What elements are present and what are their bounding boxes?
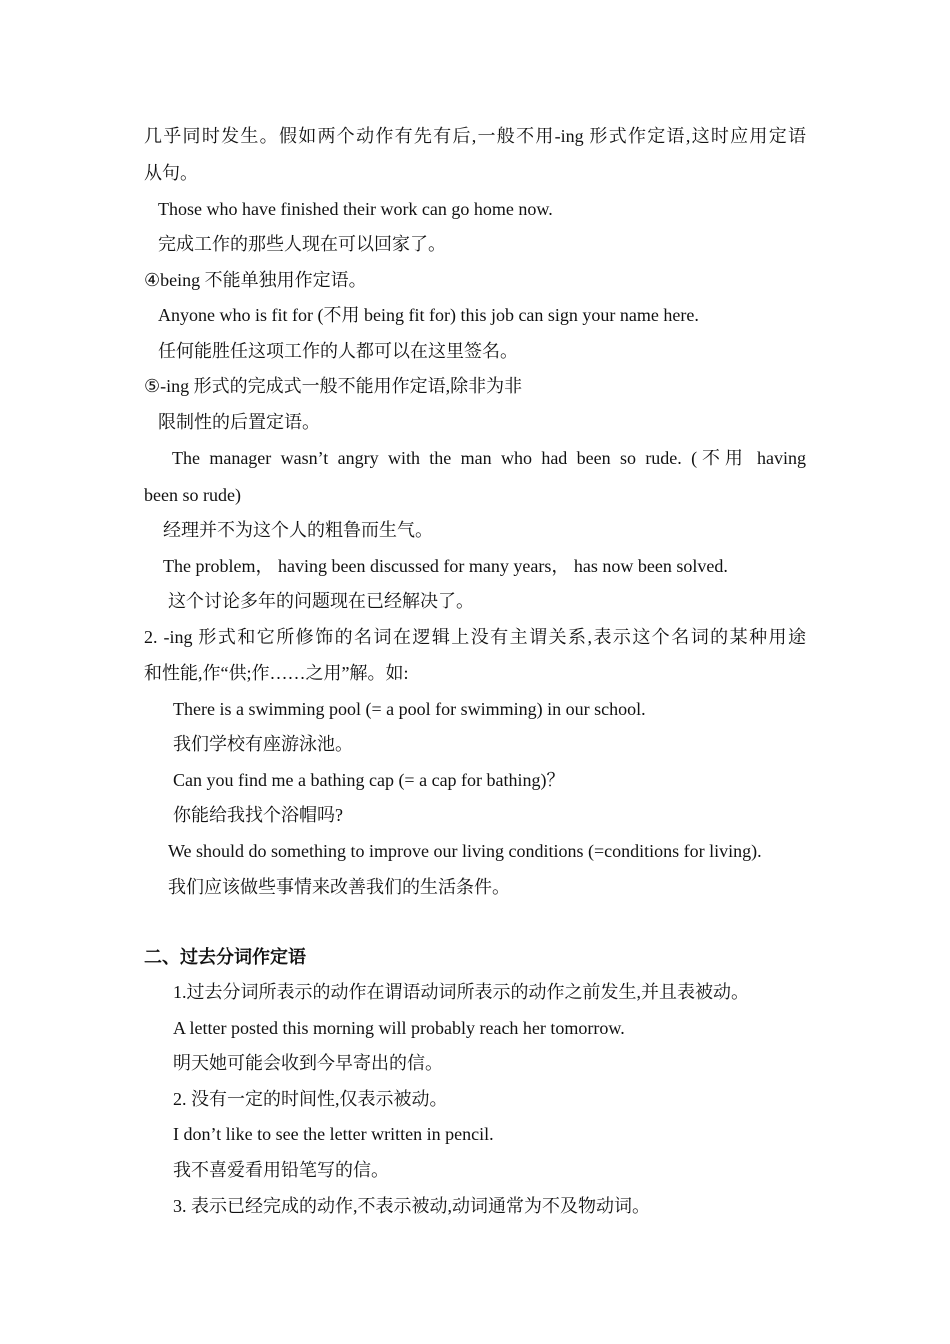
example-sentence: The problem， having been discussed for many years， has now been solved. xyxy=(163,556,728,576)
rule-heading: 2. 没有一定的时间性,仅表示被动。 xyxy=(173,1089,448,1109)
example-sentence: A letter posted this morning will probably reach her tomorrow. xyxy=(173,1018,625,1038)
translation-line: 我们应该做些事情来改善我们的生活条件。 xyxy=(168,877,510,897)
rule-heading: 3. 表示已经完成的动作,不表示被动,动词通常为不及物动词。 xyxy=(173,1196,650,1216)
example-sentence: been so rude) xyxy=(144,485,241,505)
example-sentence: I don’t like to see the letter written in pencil. xyxy=(173,1124,494,1144)
translation-line: 你能给我找个浴帽吗? xyxy=(173,805,343,825)
example-sentence: Can you find me a bathing cap (= a cap for bathing)？ xyxy=(173,770,565,790)
translation-line: 我不喜爱看用铅笔写的信。 xyxy=(173,1160,389,1180)
rule-heading: 和性能,作“供;作……之用”解。如: xyxy=(144,663,409,683)
example-sentence: Those who have finished their work can go home now. xyxy=(158,199,553,219)
translation-line: 这个讨论多年的问题现在已经解决了。 xyxy=(168,591,474,611)
rule-heading: 1.过去分词所表示的动作在谓语动词所表示的动作之前发生,并且表被动。 xyxy=(173,982,749,1002)
paragraph-line: 几乎同时发生。假如两个动作有先有后,一般不用-ing 形式作定语,这时应用定语 xyxy=(144,126,806,146)
example-sentence: The manager wasn’t angry with the man who had been so rude. (不用 having xyxy=(172,448,806,468)
section-heading: 二、过去分词作定语 xyxy=(144,947,306,967)
translation-line: 明天她可能会收到今早寄出的信。 xyxy=(173,1053,443,1073)
translation-line: 经理并不为这个人的粗鲁而生气。 xyxy=(163,520,433,540)
rule-heading: 限制性的后置定语。 xyxy=(158,412,320,432)
rule-heading: ⑤-ing 形式的完成式一般不能用作定语,除非为非 xyxy=(144,376,523,396)
translation-line: 完成工作的那些人现在可以回家了。 xyxy=(158,234,446,254)
translation-line: 任何能胜任这项工作的人都可以在这里签名。 xyxy=(158,341,518,361)
rule-heading: 2. -ing 形式和它所修饰的名词在逻辑上没有主谓关系,表示这个名词的某种用途 xyxy=(144,627,806,647)
example-sentence: We should do something to improve our living conditions (=conditions for living). xyxy=(168,841,762,861)
translation-line: 我们学校有座游泳池。 xyxy=(173,734,353,754)
paragraph-line: 从句。 xyxy=(144,163,198,183)
example-sentence: Anyone who is fit for (不用 being fit for) this job can sign your name here. xyxy=(158,305,699,325)
example-sentence: There is a swimming pool (= a pool for swimming) in our school. xyxy=(173,699,646,719)
rule-heading: ④being 不能单独用作定语。 xyxy=(144,270,367,290)
